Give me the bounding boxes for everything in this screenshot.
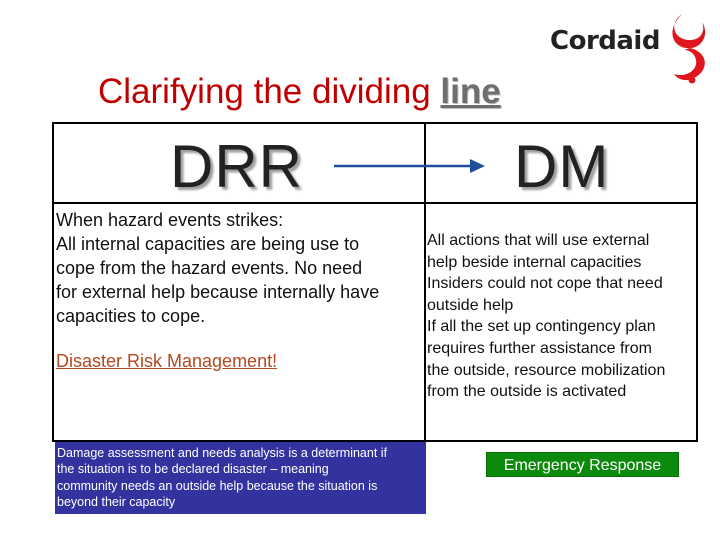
dm-line: If all the set up contingency plan bbox=[427, 318, 656, 336]
drr-line: for external help because internally have bbox=[56, 282, 380, 302]
note-line: the situation is to be declared disaster – meaning bbox=[57, 462, 329, 477]
drr-line: All internal capacities are being use to bbox=[56, 234, 360, 254]
dm-line: help beside internal capacities bbox=[427, 253, 642, 271]
dm-description bbox=[427, 230, 697, 403]
dm-line: requires further assistance from bbox=[427, 339, 652, 357]
drr-line: When hazard events strikes: bbox=[56, 210, 284, 230]
right-arrow-icon bbox=[334, 156, 486, 176]
title-emphasis: line bbox=[440, 72, 501, 111]
heading-dm: DM bbox=[514, 133, 610, 200]
drr-description bbox=[56, 208, 422, 328]
dm-line: outside help bbox=[427, 296, 514, 314]
dm-line: All actions that will use external bbox=[427, 232, 650, 249]
dm-line: from the outside is activated bbox=[427, 383, 627, 401]
emergency-response-label: Emergency Response bbox=[486, 452, 679, 477]
header-divider bbox=[52, 202, 698, 204]
dm-line: the outside, resource mobilization bbox=[427, 361, 666, 379]
dm-line: Insiders could not cope that need bbox=[427, 275, 663, 293]
title-prefix: Clarifying the dividing bbox=[98, 72, 441, 111]
drr-line: cope from the hazard events. No need bbox=[56, 258, 363, 278]
heading-drr: DRR bbox=[170, 133, 303, 200]
note-line: community needs an outside help because the situation is bbox=[57, 478, 378, 493]
note-line: beyond their capacity bbox=[57, 495, 176, 510]
drr-line: capacities to cope. bbox=[56, 306, 206, 326]
drm-link[interactable]: Disaster Risk Management! bbox=[56, 351, 278, 371]
logo-wordmark: Cordaid bbox=[550, 26, 660, 56]
slide-title bbox=[98, 72, 501, 112]
damage-assessment-note bbox=[55, 442, 426, 514]
cordaid-swirl-icon bbox=[668, 12, 712, 84]
note-line: Damage assessment and needs analysis is a determinant if bbox=[57, 446, 388, 460]
cordaid-logo bbox=[550, 12, 710, 84]
